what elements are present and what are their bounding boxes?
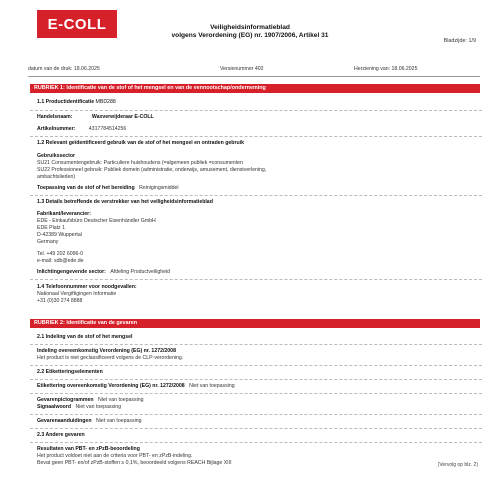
divider <box>30 414 482 415</box>
divider <box>30 428 482 429</box>
article-number-row <box>37 126 126 133</box>
pbt-line-1: Het product voldoet niet aan de criteria voor PBT- en zPzB-indeling. <box>37 453 193 459</box>
heading-2-2: 2.2 Etiketteringselementen <box>37 369 103 375</box>
use-sector-su21: SU21 Consumentengebruik: Particuliere huishoudens (=algemeen publiek =consumenten <box>37 160 243 166</box>
heading-2-1: 2.1 Indeling van de stof of het mengsel <box>37 334 133 340</box>
pbt-line-2: Bevat geen PBT- en/of zPzB-stoffen ≥ 0,1%, beoordeeld volgens REACH Bijlage XIII <box>37 460 232 466</box>
application-row <box>37 185 179 192</box>
telephone: Tel. +49 202 6096-0 <box>37 251 84 257</box>
emergency-line-2: +31 (0)30 274 8888 <box>37 298 83 304</box>
heading-1-3: 1.3 Details betreffende de verstrekker van het veiligheidsinformatieblad <box>37 199 213 205</box>
article-number-label: Artikelnummer: <box>37 126 76 132</box>
heading-1-4: 1.4 Telefoonnummer voor noodgevallen: <box>37 284 137 290</box>
divider <box>30 393 482 394</box>
document-subtitle: volgens Verordening (EG) nr. 1907/2006, Artikel 31 <box>171 32 329 39</box>
use-sector-su22-continued: ambachtslieden) <box>37 174 76 180</box>
application-value: Reinigingsmiddel <box>139 185 179 191</box>
article-number-value: 4317784514256 <box>88 126 127 132</box>
document-title: Veiligheidsinformatieblad <box>210 24 290 31</box>
hazard-statements-label: Gevarenaanduidingen <box>37 418 92 424</box>
signal-word-label: Signaalwoord <box>37 404 72 410</box>
hazard-statements-row <box>37 418 142 425</box>
address-line-2: EDE Platz 1 <box>37 225 65 231</box>
trade-name-row <box>37 114 154 121</box>
page-number: Bladzijde: 1/9 <box>443 38 476 44</box>
emergency-line-1: Nationaal Vergiftigingen Informatie <box>37 291 117 297</box>
print-date: datum van de druk: 18.06.2025 <box>28 66 100 72</box>
divider <box>30 110 482 111</box>
divider <box>30 136 482 137</box>
labelling-label: Etikettering overeenkomstig Verordening (EG) nr. 1272/2008 <box>37 383 185 389</box>
heading-1-1 <box>37 99 116 106</box>
email-address[interactable]: e-mail: sdb@ede.de <box>37 258 84 264</box>
pictograms-row <box>37 397 144 404</box>
info-sector-value: Afdeling Productveiligheid <box>110 269 171 275</box>
divider <box>30 195 482 196</box>
labelling-value: Niet van toepassing <box>189 383 235 389</box>
revision-date: Herziening van: 18.06.2025 <box>354 66 418 72</box>
address-line-3: D-42389 Wuppertal <box>37 232 82 238</box>
divider <box>30 442 482 443</box>
trade-name-value: Waxverwijderaar E-COLL <box>91 114 154 120</box>
divider <box>30 344 482 345</box>
pictograms-label: Gevarenpictogrammen <box>37 397 94 403</box>
classification-label: Indeling overeenkomstig Verordening (EG) nr. 1272/2008 <box>37 348 176 354</box>
use-sector-label: Gebruikssector <box>37 153 76 159</box>
address-line-4: Germany <box>37 239 59 245</box>
manufacturer-label: Fabrikant/leverancier: <box>37 211 91 217</box>
divider <box>30 279 482 280</box>
application-label: Toepassing van de stof of het bereiding <box>37 185 135 191</box>
heading-2-3: 2.3 Andere gevaren <box>37 432 85 438</box>
use-sector-su22: SU22 Professioneel gebruik: Publiek domein (administratie, onderwijs, amusement, dienstverlening, <box>37 167 267 173</box>
divider <box>30 379 482 380</box>
classification-value: Het product is niet geclassificeerd volgens de CLP-verordening. <box>37 355 184 361</box>
divider <box>30 365 482 366</box>
meta-divider <box>28 76 480 77</box>
address-line-1: EDE - Einkaufsbüro Deutscher Eisenhändler GmbH <box>37 218 156 224</box>
section-2-header: RUBRIEK 2: Identificatie van de gevaren <box>30 319 480 328</box>
pictograms-value: Niet van toepassing <box>97 397 144 403</box>
hazard-statements-value: Niet van toepassing <box>95 418 142 424</box>
info-sector-label: Inlichtingengevende sector: <box>37 269 106 275</box>
continued-note: (Vervolg op blz. 2) <box>437 462 478 468</box>
heading-1-1-text: 1.1 Productidentificatie <box>37 99 95 105</box>
info-sector-row <box>37 269 170 276</box>
logo-text: E-COLL <box>47 15 107 33</box>
pbt-label: Resultaten van PBT- en zPzB-beoordeling <box>37 446 140 452</box>
version-number: Versienummer 402 <box>220 66 264 72</box>
product-id-value: MBD288 <box>95 99 116 105</box>
trade-name-label: Handelsnaam: <box>37 114 73 120</box>
heading-1-2: 1.2 Relevant geïdentificeerd gebruik van de stof of het mengsel en ontraden gebruik <box>37 140 244 146</box>
meta-row <box>28 66 478 74</box>
section-1-header: RUBRIEK 1: Identificatie van de stof of het mengsel en van de vennootschap/onderneming <box>30 84 480 93</box>
labelling-row <box>37 383 235 390</box>
signal-word-value: Niet van toepassing <box>75 404 122 410</box>
signal-word-row <box>37 404 121 411</box>
